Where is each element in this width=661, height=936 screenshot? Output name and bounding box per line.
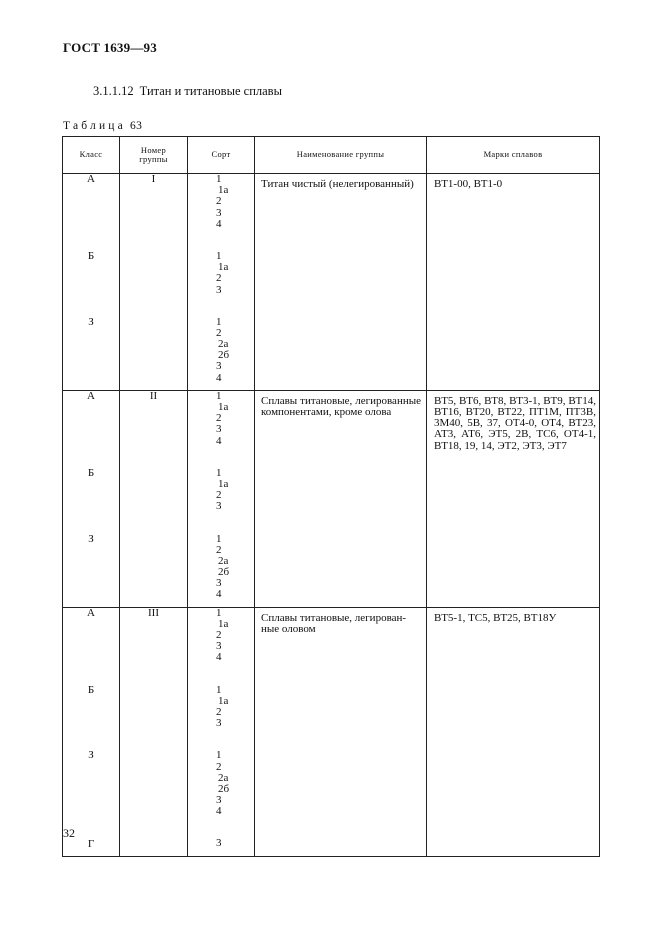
sort-value: 1а bbox=[218, 617, 229, 630]
sort-cell bbox=[188, 174, 255, 391]
row-bottom-padding bbox=[216, 384, 254, 390]
sort-value: 2 bbox=[216, 272, 222, 285]
sort-value: 2 bbox=[216, 412, 222, 425]
sort-value: 4 bbox=[216, 434, 222, 447]
sort-block bbox=[216, 391, 254, 447]
section-heading bbox=[93, 84, 282, 99]
class-block bbox=[63, 534, 119, 601]
class-label: З bbox=[88, 749, 94, 762]
class-label: Б bbox=[87, 466, 95, 479]
sort-value: 1а bbox=[218, 694, 229, 707]
class-block bbox=[63, 391, 119, 447]
sort-value: 2б bbox=[218, 349, 230, 362]
column-header-alloy-grades: Марки сплавов bbox=[427, 137, 600, 174]
group-number: III bbox=[148, 606, 159, 619]
sort-value: 2 bbox=[216, 195, 222, 208]
class-cell bbox=[63, 174, 120, 391]
section-number: 3.1.1.12 bbox=[93, 84, 134, 98]
sort-cell bbox=[188, 607, 255, 856]
sort-cell bbox=[188, 390, 255, 607]
sort-value: 3 bbox=[216, 717, 222, 730]
class-spacer bbox=[63, 479, 119, 513]
sort-value: 1 bbox=[216, 683, 222, 696]
sort-value: 4 bbox=[216, 805, 222, 818]
alloy-grades-cell bbox=[427, 174, 600, 391]
sort-value: 3 bbox=[216, 837, 222, 850]
sort-value: 1 bbox=[216, 532, 222, 545]
class-block bbox=[63, 608, 119, 664]
group-name-cell bbox=[255, 607, 427, 856]
sort-value: 2б bbox=[218, 566, 230, 579]
group-name: Титан чистый (нелегированный) bbox=[261, 178, 414, 190]
sort-value: 1 bbox=[216, 466, 222, 479]
column-header-group-number-line1: Номер bbox=[140, 144, 167, 155]
class-cell bbox=[63, 390, 120, 607]
group-name-cell bbox=[255, 390, 427, 607]
section-title: Титан и титановые сплавы bbox=[139, 84, 282, 98]
column-header-group-name: Наименование группы bbox=[255, 137, 427, 174]
sort-value: 3 bbox=[216, 283, 222, 296]
class-block bbox=[63, 468, 119, 513]
sort-value: 4 bbox=[216, 371, 222, 384]
sort-value: 2а bbox=[218, 771, 229, 784]
sort-value: 2 bbox=[216, 543, 222, 556]
sort-value: 1а bbox=[218, 184, 229, 197]
sort-value: 1 bbox=[216, 749, 222, 762]
sort-block bbox=[216, 468, 254, 513]
sort-value: 2а bbox=[218, 554, 229, 567]
sort-block bbox=[216, 685, 254, 730]
sort-value: 3 bbox=[216, 794, 222, 807]
sort-value: 3 bbox=[216, 577, 222, 590]
class-block bbox=[63, 750, 119, 817]
group-row bbox=[63, 390, 600, 607]
group-row bbox=[63, 174, 600, 391]
group-name: Сплавы титановые, легирован-ные оловом bbox=[261, 611, 407, 635]
alloy-classification-table bbox=[62, 136, 600, 857]
sort-block bbox=[216, 251, 254, 296]
sort-value: 2 bbox=[216, 705, 222, 718]
alloy-grades: ВТ1-00, ВТ1-0 bbox=[434, 178, 503, 190]
group-number: I bbox=[151, 173, 156, 185]
sort-value: 2б bbox=[218, 782, 230, 795]
class-spacer bbox=[63, 328, 119, 384]
class-block bbox=[63, 174, 119, 230]
sort-value: 1а bbox=[218, 261, 229, 274]
sort-value: 1 bbox=[216, 606, 222, 619]
class-spacer bbox=[63, 402, 119, 447]
row-bottom-padding bbox=[216, 601, 254, 607]
row-bottom-padding bbox=[216, 850, 254, 856]
sort-block bbox=[216, 317, 254, 384]
group-number-cell bbox=[120, 607, 188, 856]
class-spacer bbox=[63, 696, 119, 730]
sort-value: 1 bbox=[216, 249, 222, 262]
sort-value: 3 bbox=[216, 423, 222, 436]
group-name: Сплавы титановые, легированные компонентами, кроме олова bbox=[261, 394, 421, 419]
alloy-grades-cell bbox=[427, 607, 600, 856]
class-cell bbox=[63, 607, 120, 856]
class-label: З bbox=[88, 532, 94, 545]
sort-value: 1 bbox=[216, 173, 222, 185]
class-block bbox=[63, 685, 119, 730]
group-number-cell bbox=[120, 390, 188, 607]
column-header-group-number-line2: группы bbox=[139, 154, 168, 164]
class-label: А bbox=[87, 173, 95, 185]
sort-block bbox=[216, 608, 254, 664]
class-spacer bbox=[63, 619, 119, 664]
column-header-sort: Сорт bbox=[188, 137, 255, 174]
sort-block bbox=[216, 838, 254, 849]
class-spacer bbox=[63, 185, 119, 230]
class-spacer bbox=[63, 545, 119, 601]
sort-value: 3 bbox=[216, 640, 222, 653]
page-number: 32 bbox=[63, 826, 75, 840]
sort-block bbox=[216, 750, 254, 817]
sort-value: 3 bbox=[216, 360, 222, 373]
table-caption-word: Таблица bbox=[63, 120, 126, 132]
sort-value: 2 bbox=[216, 629, 222, 641]
group-row bbox=[63, 607, 600, 856]
sort-value: 4 bbox=[216, 651, 222, 664]
sort-value: 3 bbox=[216, 206, 222, 219]
table-header-row bbox=[63, 137, 600, 174]
sort-value: 2 bbox=[216, 760, 222, 773]
table-caption bbox=[63, 120, 142, 132]
sort-value: 2 bbox=[216, 489, 222, 502]
class-block bbox=[63, 317, 119, 384]
group-number: II bbox=[149, 389, 158, 402]
class-label: Б bbox=[87, 249, 95, 262]
sort-value: 4 bbox=[216, 217, 222, 230]
table-body bbox=[63, 174, 600, 857]
sort-value: 3 bbox=[216, 500, 222, 513]
table-caption-number: 63 bbox=[129, 120, 143, 132]
sort-value: 1а bbox=[218, 401, 229, 413]
class-label: З bbox=[88, 315, 94, 328]
alloy-grades: ВТ5, ВТ6, ВТ8, ВТ3-1, ВТ9, ВТ14, ВТ16, ВТ20, ВТ22, ПТ1М, ПТ3В, 3М40, 5В, 37, ОТ4-0, ОТ4, ВТ23, АТ3, АТ6, ЭТ5, 2В, ТС6, ОТ4-1, ВТ18, 19, 14, ЭТ2, ЭТ3, ЭТ7 bbox=[434, 394, 596, 452]
class-label: А bbox=[87, 606, 95, 619]
alloy-grades-cell bbox=[427, 390, 600, 607]
sort-value: 1 bbox=[216, 389, 222, 402]
group-number-cell bbox=[120, 174, 188, 391]
sort-block bbox=[216, 534, 254, 601]
group-name-cell bbox=[255, 174, 427, 391]
sort-value: 1а bbox=[218, 477, 229, 490]
sort-value: 2а bbox=[218, 338, 229, 351]
column-header-class: Класс bbox=[63, 137, 120, 174]
class-label: Г bbox=[87, 837, 95, 850]
class-label: Б bbox=[87, 683, 95, 696]
sort-value: 1 bbox=[216, 315, 222, 328]
class-block bbox=[63, 251, 119, 296]
alloy-grades: ВТ5-1, ТС5, ВТ25, ВТ18У bbox=[434, 611, 557, 624]
sort-value: 4 bbox=[216, 588, 222, 601]
sort-block bbox=[216, 174, 254, 230]
document-header: ГОСТ 1639—93 bbox=[63, 40, 157, 55]
class-label: А bbox=[87, 389, 95, 402]
column-header-group-number bbox=[120, 137, 188, 174]
class-spacer bbox=[63, 762, 119, 818]
class-spacer bbox=[63, 262, 119, 296]
sort-value: 2 bbox=[216, 326, 222, 339]
